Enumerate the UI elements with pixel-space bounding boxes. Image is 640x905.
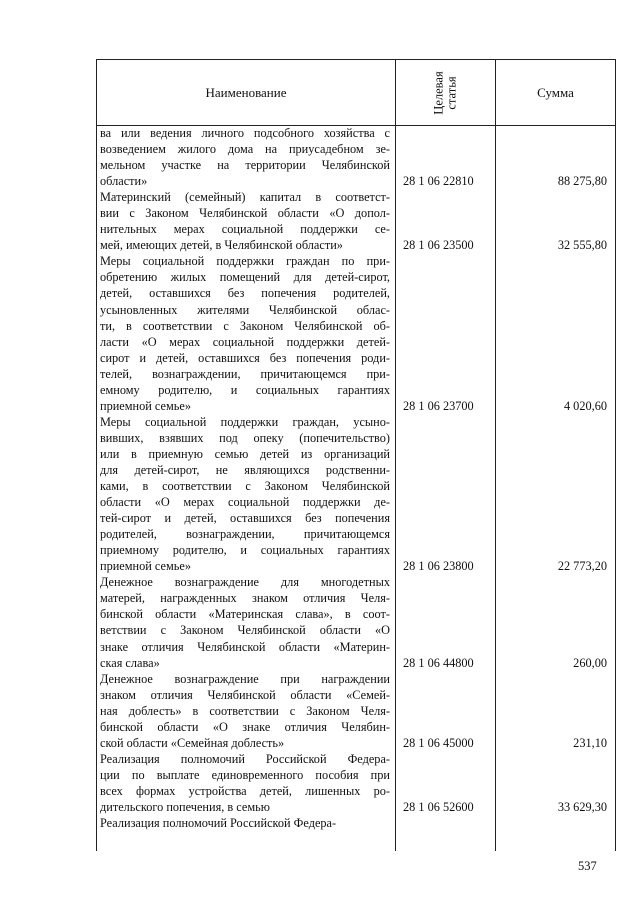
row-description <box>97 574 390 670</box>
row-description <box>97 189 390 253</box>
header-target-line2: статья <box>444 75 459 110</box>
row-description <box>97 815 390 831</box>
table-row <box>97 671 615 751</box>
row-description <box>97 253 390 413</box>
description-line: дительского попечения, в семью <box>100 799 270 814</box>
table-row <box>97 815 615 831</box>
row-description <box>97 125 390 189</box>
description-line: телей, вознаграждении, причитающемся при- <box>100 366 390 381</box>
row-sum: 4 020,60 <box>563 398 607 413</box>
description-line: Денежное вознаграждение при награждении <box>100 671 390 686</box>
description-line: приемной семье» <box>100 398 191 413</box>
row-sum: 33 629,30 <box>557 800 607 815</box>
table-row <box>97 125 615 189</box>
description-line: Меры социальной поддержки граждан по при- <box>100 254 390 269</box>
description-line: Денежное вознаграждение для многодетных <box>100 575 390 590</box>
description-line: приемному родителю, и социальных гарантиях <box>100 543 390 558</box>
description-line: усыновленных жителями Челябинской облас- <box>100 302 390 317</box>
description-line: приемной семье» <box>100 559 191 574</box>
description-line: бинской области «О знаке отличия Челябин- <box>100 719 390 734</box>
description-line: ти, в соответствии с Законом Челябинской об- <box>100 318 390 333</box>
description-line: вии с Законом Челябинской области «О допол- <box>100 206 390 221</box>
header-target-line1: Целевая <box>431 70 446 115</box>
row-sum: 231,10 <box>573 735 607 750</box>
row-target-article: 28 1 06 52600 <box>403 800 474 815</box>
description-line: мей, имеющих детей, в Челябинской области» <box>100 238 343 253</box>
description-line: ской области «Семейная доблесть» <box>100 735 285 750</box>
table-row <box>97 414 615 574</box>
description-line: нительных мерах социальной поддержки се- <box>100 222 390 237</box>
description-line: тей-сирот и детей, оставшихся без попечения <box>100 511 390 526</box>
row-target-article: 28 1 06 22810 <box>403 174 474 189</box>
table-body <box>97 125 615 831</box>
description-line: мельном участке на территории Челябинской <box>100 158 390 173</box>
header-name: Наименование <box>205 85 287 100</box>
description-line: ции по выплате единовременного пособия при <box>100 767 390 782</box>
row-target-article: 28 1 06 23500 <box>403 238 474 253</box>
description-line: матерей, награжденных знаком отличия Челя- <box>100 591 390 606</box>
description-line: ветствии с Законом Челябинской области «О <box>100 623 390 638</box>
table-row <box>97 189 615 253</box>
description-line: области «О мерах социальной поддержки де- <box>100 495 390 510</box>
description-line: емному родителю, и социальных гарантиях <box>100 382 390 397</box>
description-line: ная доблесть» в соответствии с Законом Челя- <box>100 703 390 718</box>
table-row <box>97 574 615 670</box>
row-sum: 88 275,80 <box>557 174 607 189</box>
description-line: ская слава» <box>100 655 160 670</box>
row-sum: 260,00 <box>573 655 607 670</box>
table-row <box>97 253 615 413</box>
row-target-article: 28 1 06 45000 <box>403 735 474 750</box>
description-line: родителей, вознаграждении, причитающемся <box>100 527 390 542</box>
row-sum: 32 555,80 <box>557 238 607 253</box>
header-sum: Сумма <box>537 85 574 100</box>
description-line: области» <box>100 174 148 189</box>
row-description <box>97 414 390 574</box>
description-line: Меры социальной поддержки граждан, усыно- <box>100 414 390 429</box>
description-line: знаком отличия Челябинской области «Семей- <box>100 687 390 702</box>
description-line: ласти «О мерах социальной поддержки детей- <box>100 334 390 349</box>
description-line: ками, в соответствии с Законом Челябинской <box>100 479 390 494</box>
description-line: или в приемную семью детей из организаций <box>100 446 390 461</box>
row-description <box>97 671 390 751</box>
description-line: ва или ведения личного подсобного хозяйства с <box>100 126 390 140</box>
description-line: вивших, взявших под опеку (попечительство) <box>100 430 390 445</box>
row-target-article: 28 1 06 23800 <box>403 559 474 574</box>
description-line: возведением жилого дома на приусадебном зе- <box>100 142 390 157</box>
row-target-article: 28 1 06 44800 <box>403 655 474 670</box>
description-line: детей, оставшихся без попечения родителей, <box>100 286 390 301</box>
row-sum: 22 773,20 <box>557 559 607 574</box>
table-row <box>97 751 615 815</box>
header-target-article <box>396 60 495 125</box>
description-line: бинской области «Материнская слава», в соот- <box>100 607 390 622</box>
page-number: 537 <box>578 859 597 873</box>
description-line: Реализация полномочий Российской Федера- <box>100 751 390 766</box>
row-description <box>97 751 390 815</box>
table-header <box>97 59 615 126</box>
description-line: знаке отличия Челябинской области «Материн- <box>100 639 390 654</box>
description-line: Материнский (семейный) капитал в соответст- <box>100 190 390 205</box>
description-line: Реализация полномочий Российской Федера- <box>100 816 337 831</box>
description-line: для детей-сирот, не являющихся родственни- <box>100 462 390 477</box>
row-target-article: 28 1 06 23700 <box>403 398 474 413</box>
budget-table <box>96 59 616 851</box>
description-line: сирот и детей, оставшихся без попечения роди- <box>100 350 390 365</box>
description-line: всех формах устройства детей, лишенных ро- <box>100 783 390 798</box>
description-line: обретению жилых помещений для детей-сирот, <box>100 270 390 285</box>
